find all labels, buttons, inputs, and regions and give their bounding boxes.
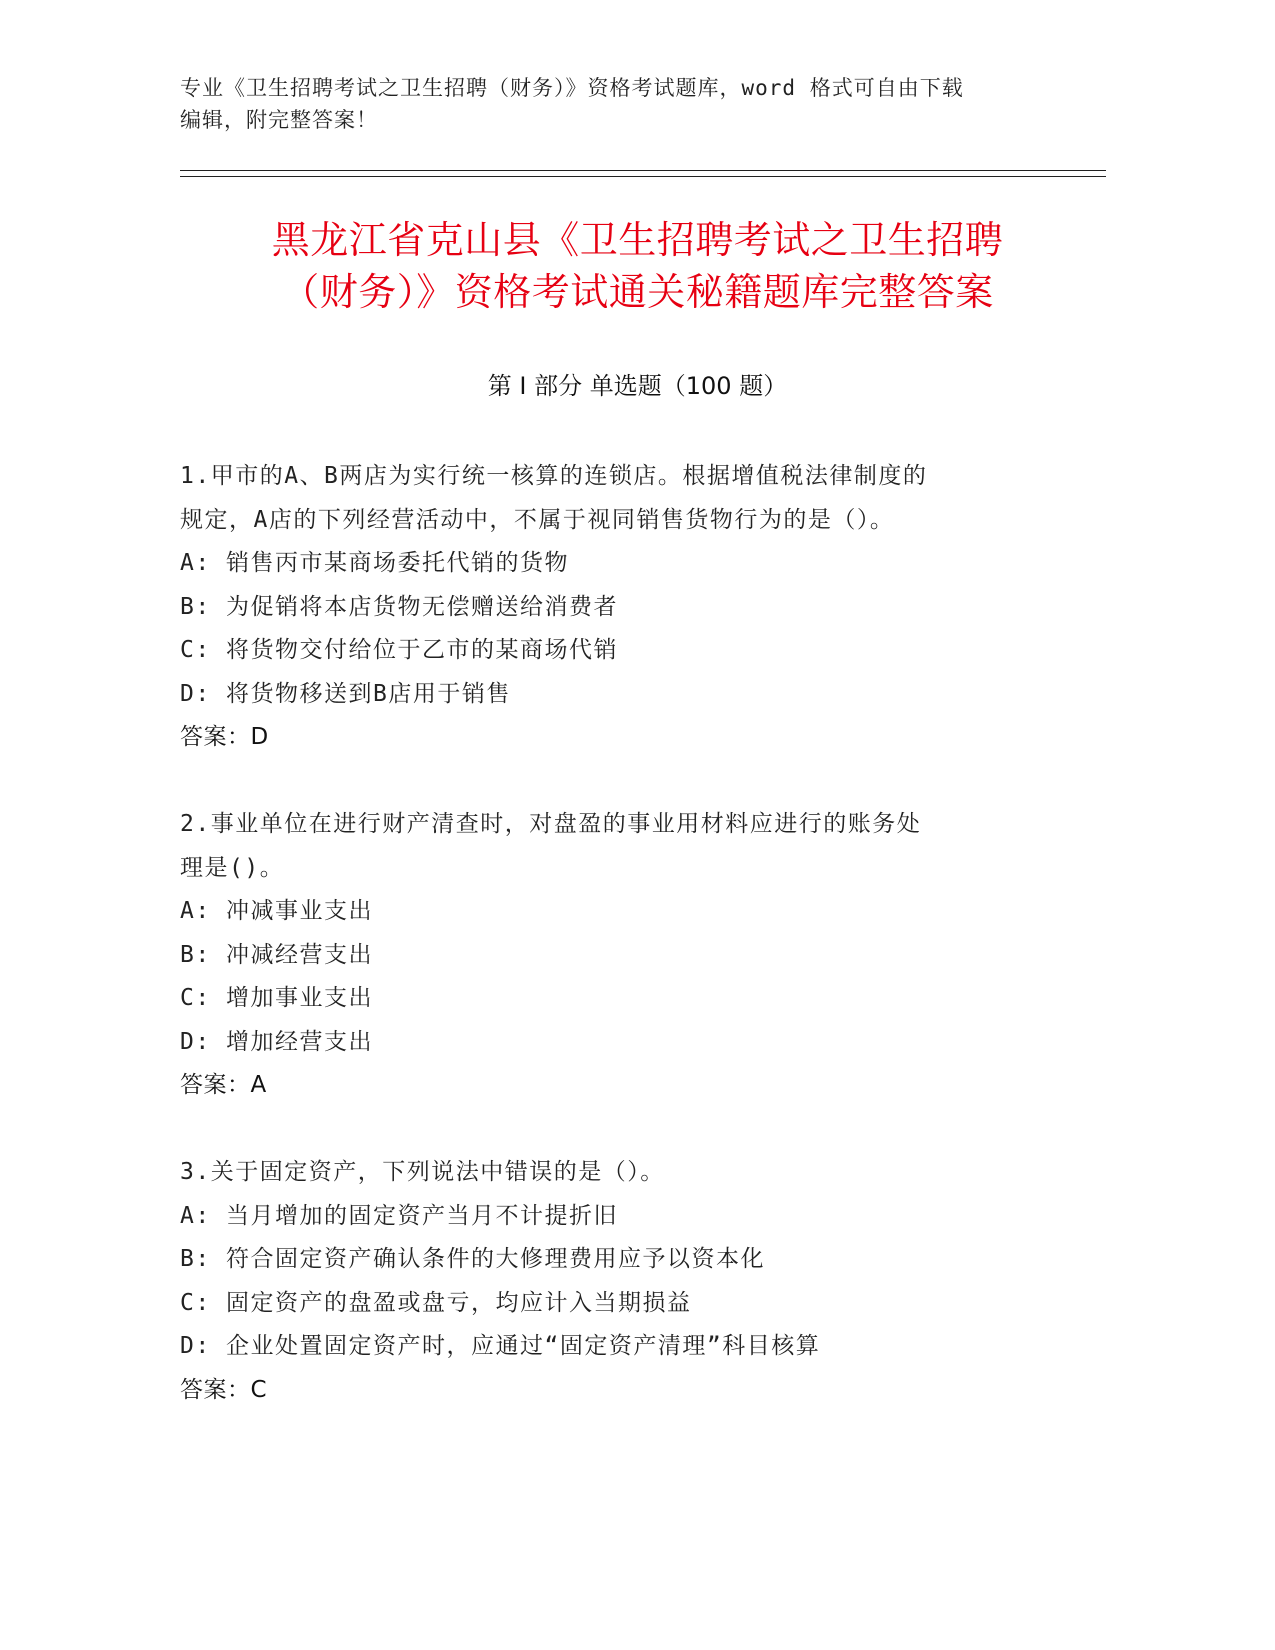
question-3	[180, 1151, 1060, 1412]
question-stem-line: 规定，A店的下列经营活动中，不属于视同销售货物行为的是（）。	[180, 506, 895, 533]
header-divider-bottom	[180, 176, 1106, 177]
header-note	[180, 72, 1050, 136]
header-divider-top	[180, 170, 1106, 171]
option-c: C: 固定资产的盘盈或盘亏，均应计入当期损益	[180, 1289, 692, 1316]
question-stem-line: 1.甲市的A、B两店为实行统一核算的连锁店。根据增值税法律制度的	[180, 463, 928, 489]
option-b: B: 符合固定资产确认条件的大修理费用应予以资本化	[180, 1246, 766, 1272]
question-stem-line: 3.关于固定资产，下列说法中错误的是（）。	[180, 1159, 665, 1185]
option-a: A: 当月增加的固定资产当月不计提折旧	[180, 1202, 619, 1229]
document-title-line-2: （财务）》资格考试通关秘籍题库完整答案	[281, 270, 994, 314]
option-b: B: 冲减经营支出	[180, 941, 374, 968]
answer-line: 答案：D	[180, 724, 269, 750]
answer-line: 答案：C	[180, 1376, 268, 1403]
question-2	[180, 803, 1060, 1108]
answer-line: 答案：A	[180, 1072, 267, 1098]
question-stem-line: 理是()。	[180, 854, 285, 881]
option-c: C: 增加事业支出	[180, 985, 374, 1011]
option-d: D: 企业处置固定资产时，应通过“固定资产清理”科目核算	[180, 1333, 821, 1359]
option-b: B: 为促销将本店货物无偿赠送给消费者	[180, 593, 619, 620]
option-a: A: 冲减事业支出	[180, 898, 374, 924]
document-title	[150, 214, 1125, 318]
option-a: A: 销售丙市某商场委托代销的货物	[180, 550, 570, 576]
option-c: C: 将货物交付给位于乙市的某商场代销	[180, 637, 619, 663]
section-heading: 第 I 部分 单选题（100 题）	[487, 372, 788, 400]
option-d: D: 增加经营支出	[180, 1028, 374, 1055]
document-title-line-1: 黑龙江省克山县《卫生招聘考试之卫生招聘	[271, 218, 1004, 262]
question-stem-line: 2.事业单位在进行财产清查时，对盘盈的事业用材料应进行的账务处	[180, 811, 922, 837]
question-1	[180, 455, 1060, 760]
header-note-line-2: 编辑，附完整答案！	[180, 108, 378, 132]
option-d: D: 将货物移送到B店用于销售	[180, 680, 511, 707]
header-note-line-1: 专业《卫生招聘考试之卫生招聘（财务）》资格考试题库，word 格式可自由下载	[180, 76, 964, 100]
